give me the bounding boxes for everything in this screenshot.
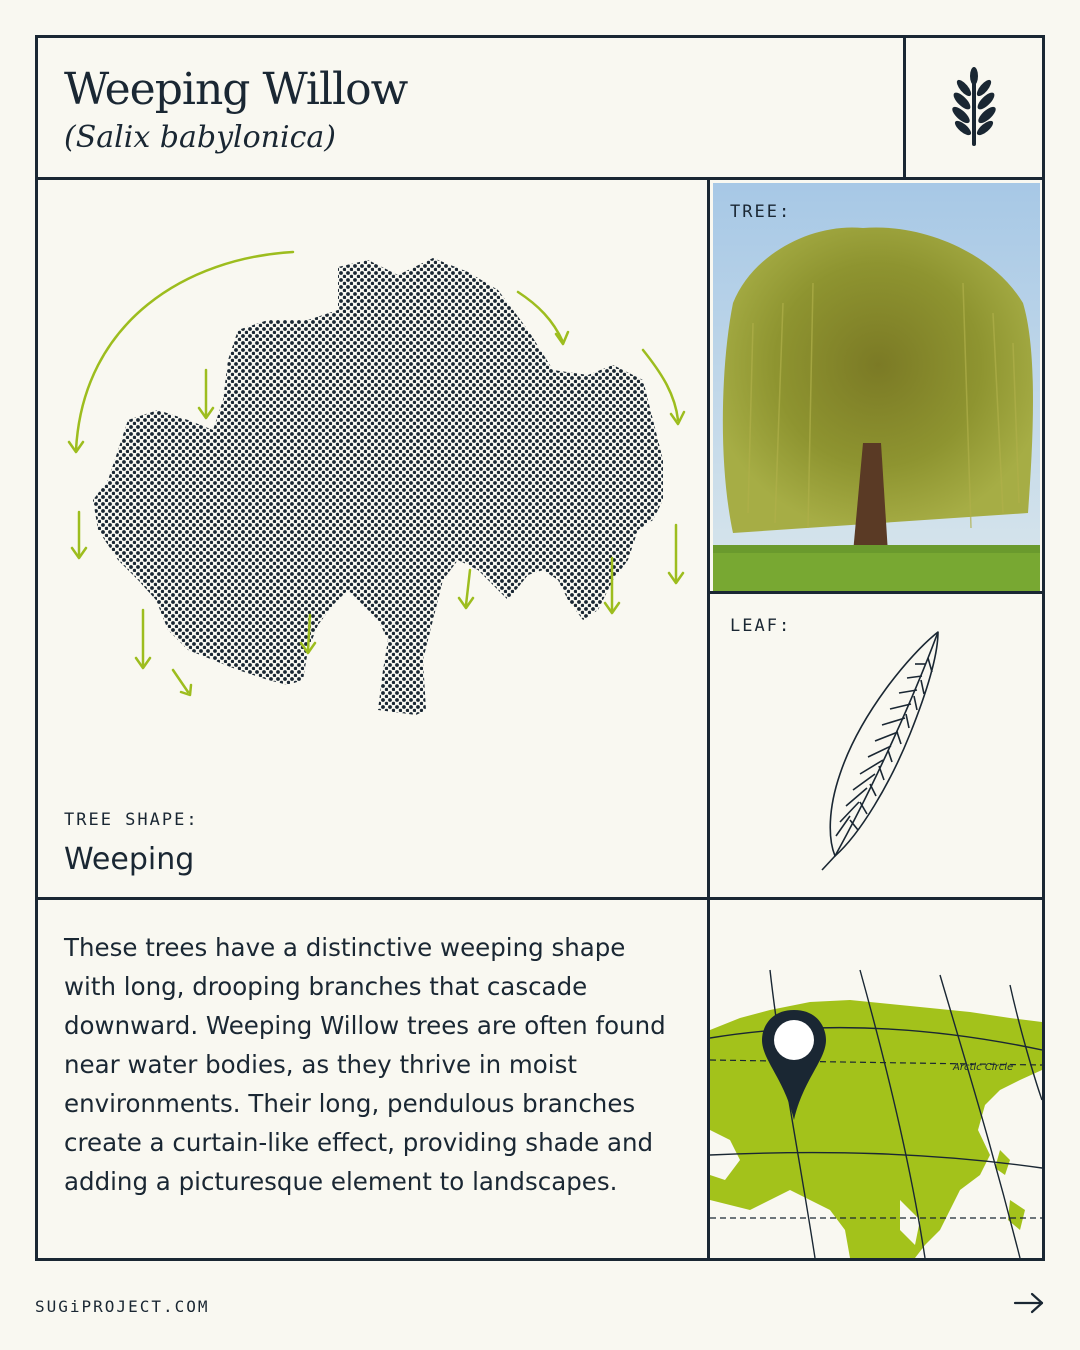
scientific-name: (Salix babylonica) xyxy=(64,120,336,155)
weeping-tree-silhouette-icon xyxy=(38,180,710,780)
description-panel xyxy=(38,900,710,1258)
species-card xyxy=(35,35,1045,1261)
tree-shape-label: TREE SHAPE: xyxy=(64,810,199,830)
tree-photo-label: TREE: xyxy=(730,202,792,222)
tree-photo xyxy=(713,183,1040,591)
logo-cell xyxy=(906,38,1042,180)
range-map xyxy=(710,900,1042,1258)
world-map xyxy=(710,900,1042,1258)
arrow-right-icon[interactable] xyxy=(1012,1290,1046,1316)
willow-leaf-icon xyxy=(710,594,1042,900)
leaf-label: LEAF: xyxy=(730,616,792,636)
site-url-link[interactable]: SUGiPROJECT.COM xyxy=(35,1297,210,1316)
tree-shape-value: Weeping xyxy=(64,842,195,877)
arctic-circle-label: Arctic Circle xyxy=(953,1062,1014,1073)
tree-photo-panel xyxy=(710,180,1042,594)
fern-leaf-icon xyxy=(906,38,1042,180)
description-text: These trees have a distinctive weeping shape with long, drooping branches that cascade downward. Weeping Willow trees are often found near water bodies, as they thrive in moist environments. Their long, pendulous branches create a curtain-like effect, providing shade and adding a picturesque element to landscapes. xyxy=(64,933,666,1196)
header xyxy=(38,38,906,180)
page-title: Weeping Willow xyxy=(64,64,408,115)
tree-shape-panel xyxy=(38,180,710,900)
leaf-panel xyxy=(710,594,1042,900)
